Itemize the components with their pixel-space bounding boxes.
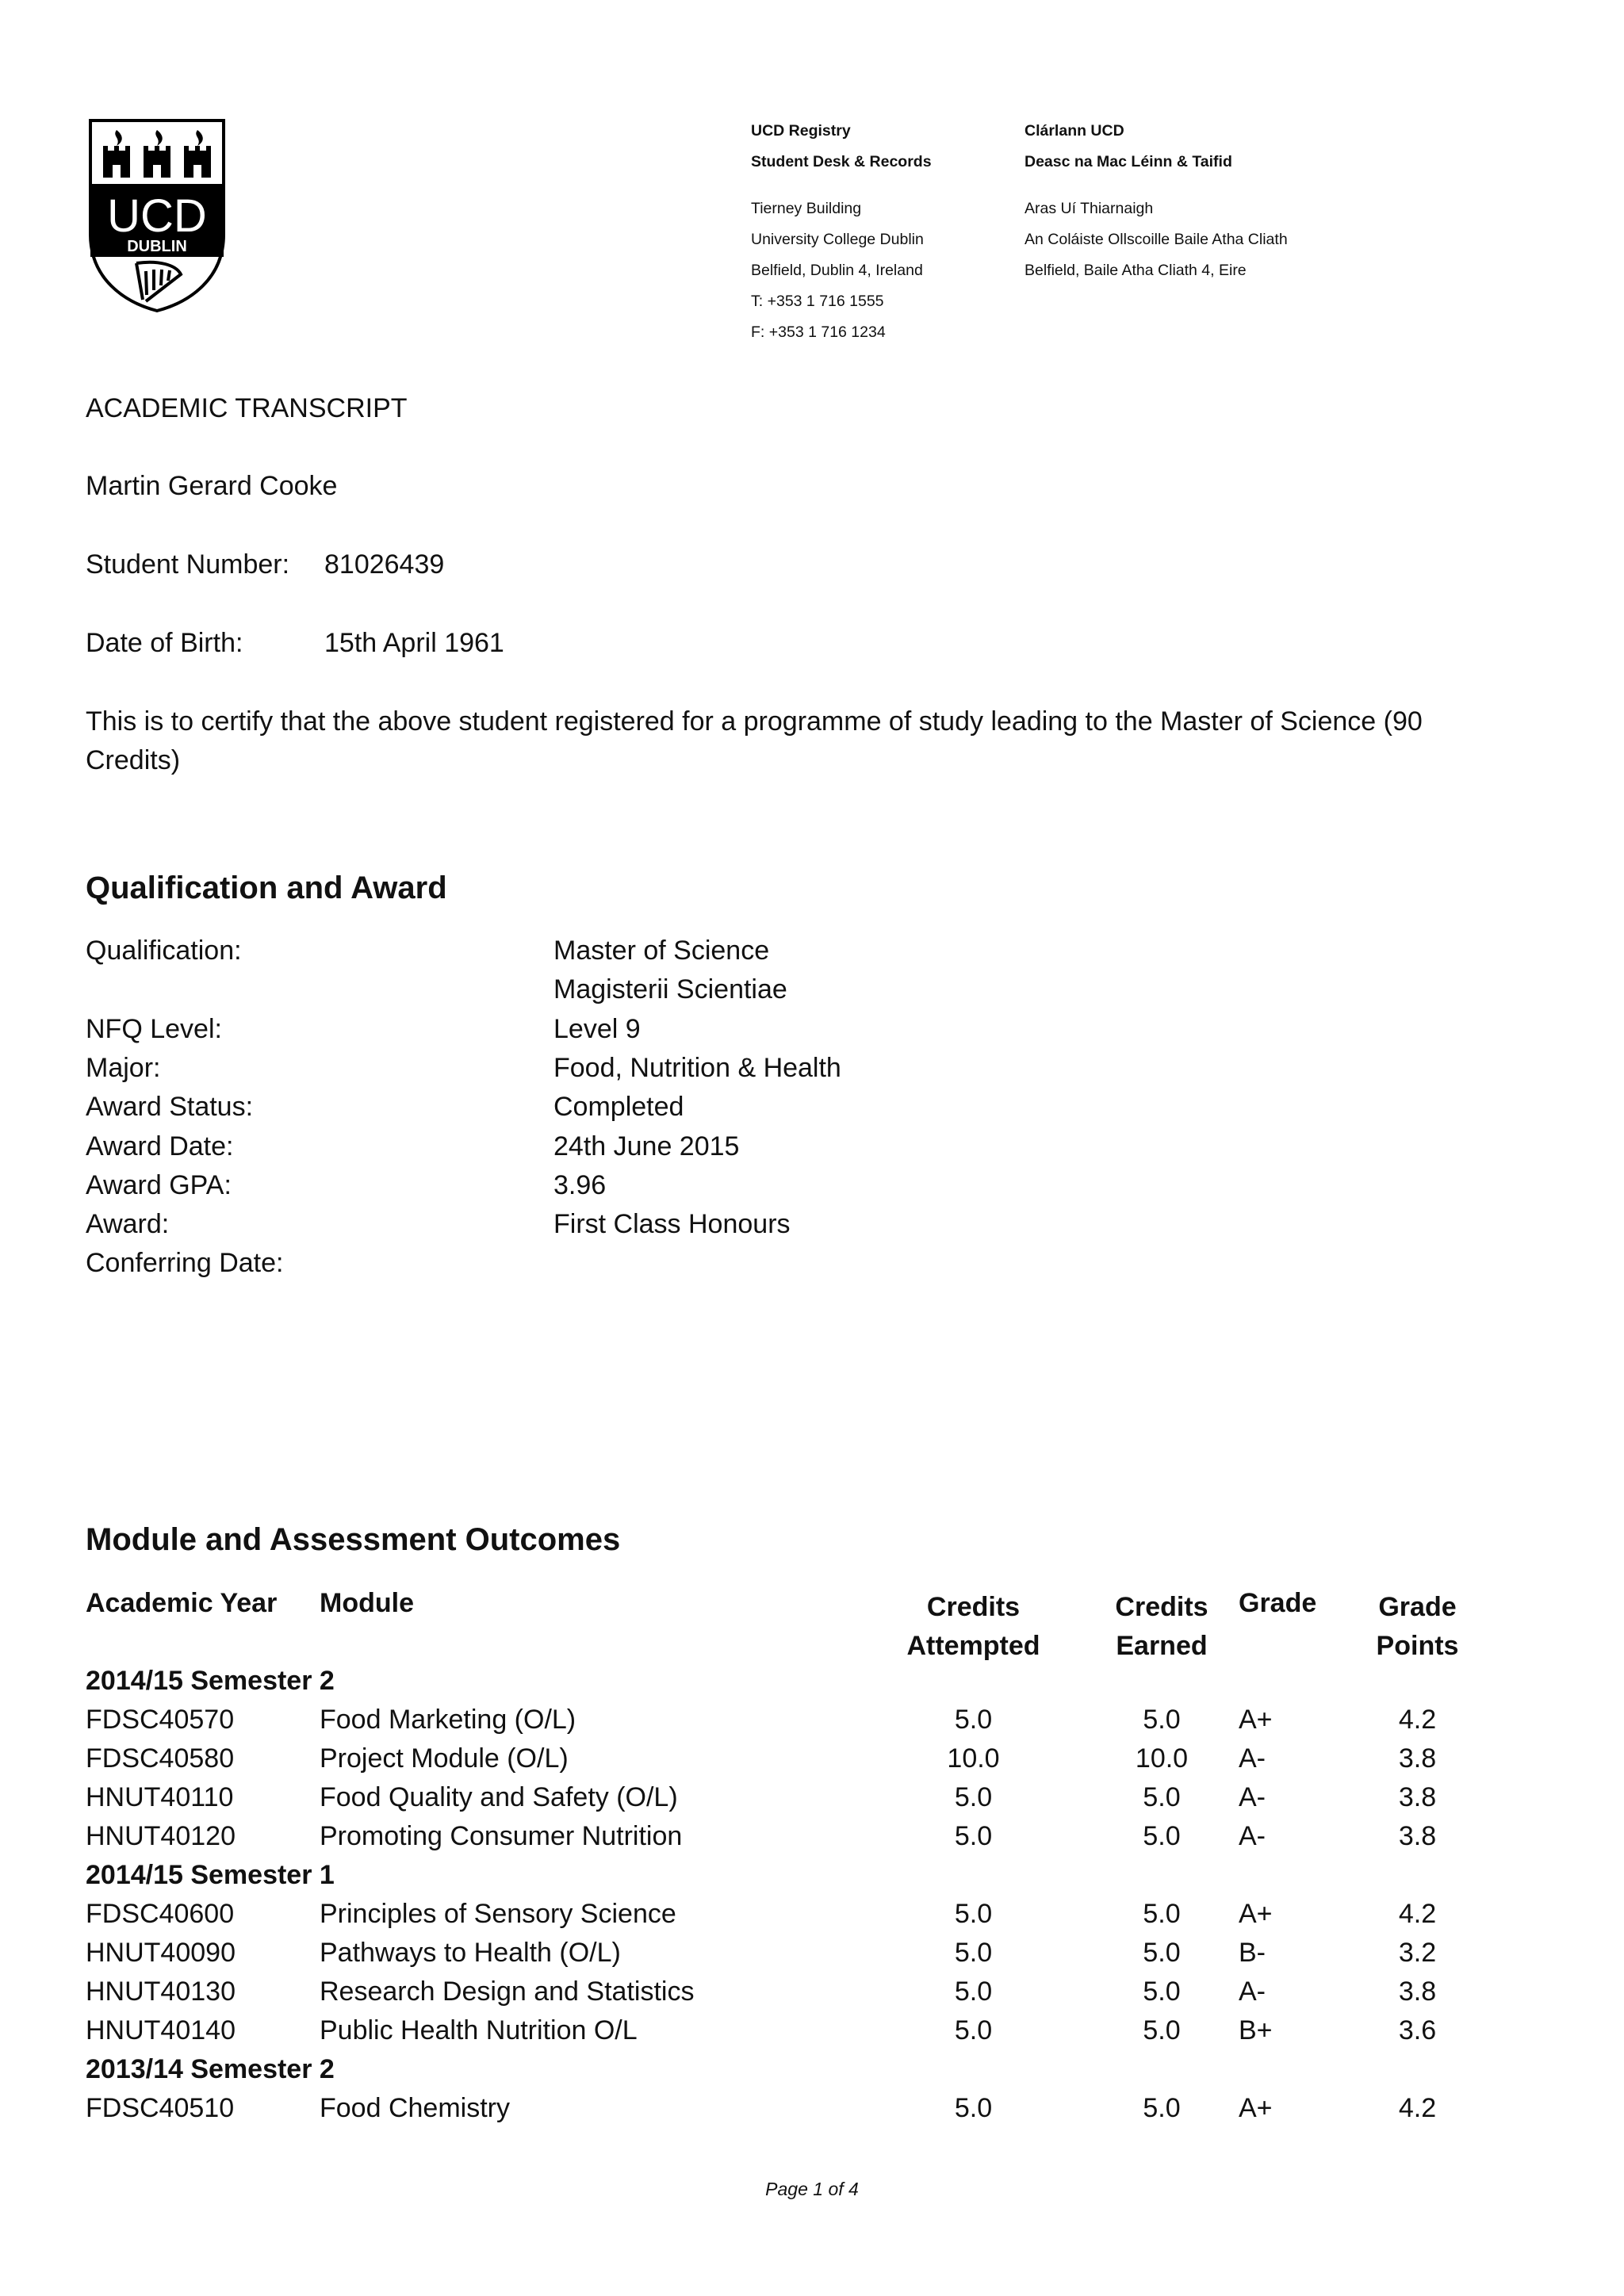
grade-points: 4.2 — [1398, 1899, 1437, 1929]
certify-text-line-1: This is to certify that the above student registered for a programme of study leading to the Master of Science (90 — [86, 706, 1423, 737]
grade-points: 3.2 — [1398, 1938, 1437, 1968]
header-en-phone: T: +353 1 716 1555 — [751, 293, 884, 310]
modules-heading: Module and Assessment Outcomes — [86, 1522, 621, 1557]
award-value: First Class Honours — [553, 1209, 791, 1239]
module-title: Project Module (O/L) — [320, 1743, 569, 1774]
header-en-address-line: Belfield, Dublin 4, Ireland — [751, 262, 923, 279]
conferring-date-label: Conferring Date: — [86, 1248, 284, 1278]
credits-attempted: 5.0 — [954, 1705, 993, 1735]
award-gpa-label: Award GPA: — [86, 1170, 232, 1200]
student-number-label: Student Number: — [86, 549, 290, 580]
grade: A- — [1239, 1821, 1266, 1851]
semester-heading: 2014/15 Semester 1 — [86, 1860, 335, 1890]
grade: A- — [1239, 1976, 1266, 2007]
grade: B+ — [1239, 2015, 1273, 2045]
document-title: ACADEMIC TRANSCRIPT — [86, 393, 408, 423]
col-header-grade-points-line-1: Grade — [1378, 1592, 1457, 1622]
credits-earned: 5.0 — [1143, 1705, 1181, 1735]
qualification-value: Master of Science — [553, 936, 770, 966]
page-number: Page 1 of 4 — [765, 2179, 859, 2199]
grade-points: 3.8 — [1398, 1743, 1437, 1774]
qualification-label: Qualification: — [86, 936, 242, 966]
grade-points: 3.8 — [1398, 1821, 1437, 1851]
module-code: FDSC40510 — [86, 2093, 235, 2123]
module-code: HNUT40110 — [86, 1782, 234, 1812]
credits-earned: 5.0 — [1143, 1938, 1181, 1968]
module-title: Promoting Consumer Nutrition — [320, 1821, 683, 1851]
award-gpa-value: 3.96 — [553, 1170, 607, 1200]
header-en-address-line: Tierney Building — [751, 200, 862, 217]
dob-label: Date of Birth: — [86, 628, 243, 658]
col-header-academic-year: Academic Year — [86, 1588, 278, 1618]
col-header-credits-attempted-line-1: Credits — [926, 1592, 1021, 1622]
grade-points: 3.8 — [1398, 1782, 1437, 1812]
header-en-title: UCD Registry — [751, 122, 851, 140]
student-number-value: 81026439 — [324, 549, 445, 580]
credits-attempted: 5.0 — [954, 1821, 993, 1851]
module-code: HNUT40090 — [86, 1938, 236, 1968]
credits-attempted: 5.0 — [954, 1938, 993, 1968]
award-label: Award: — [86, 1209, 170, 1239]
award-date-label: Award Date: — [86, 1131, 234, 1161]
credits-earned: 5.0 — [1143, 2015, 1181, 2045]
crest-name: UCD — [107, 190, 207, 242]
col-header-module: Module — [320, 1588, 414, 1618]
module-title: Pathways to Health (O/L) — [320, 1938, 621, 1968]
grade: A- — [1239, 1782, 1266, 1812]
qualification-heading: Qualification and Award — [86, 871, 447, 905]
header-ga-subtitle: Deasc na Mac Léinn & Taifid — [1025, 153, 1232, 170]
module-code: FDSC40580 — [86, 1743, 235, 1774]
nfq-level-value: Level 9 — [553, 1014, 641, 1044]
nfq-level-label: NFQ Level: — [86, 1014, 222, 1044]
header-ga-address-line: Belfield, Baile Atha Cliath 4, Eire — [1025, 262, 1247, 279]
module-title: Research Design and Statistics — [320, 1976, 695, 2007]
header-en-address-line: University College Dublin — [751, 231, 924, 248]
certify-text-line-2: Credits) — [86, 745, 181, 775]
credits-earned: 10.0 — [1135, 1743, 1189, 1774]
grade: B- — [1239, 1938, 1266, 1968]
grade-points: 4.2 — [1398, 1705, 1437, 1735]
module-row — [0, 1938, 1624, 1976]
credits-earned: 5.0 — [1143, 1782, 1181, 1812]
grade-points: 4.2 — [1398, 2093, 1437, 2123]
grade: A- — [1239, 1743, 1266, 1774]
header-en-fax: F: +353 1 716 1234 — [751, 323, 886, 341]
col-header-credits-earned — [1086, 1588, 1237, 1666]
module-code: FDSC40570 — [86, 1705, 235, 1735]
module-title: Food Chemistry — [320, 2093, 510, 2123]
grade-points: 3.6 — [1398, 2015, 1437, 2045]
credits-attempted: 10.0 — [947, 1743, 1000, 1774]
col-header-grade-points-line-2: Points — [1376, 1631, 1459, 1661]
module-code: HNUT40130 — [86, 1976, 236, 2007]
credits-attempted: 5.0 — [954, 1899, 993, 1929]
header-english — [751, 116, 932, 348]
module-row — [0, 1899, 1624, 1938]
award-status-label: Award Status: — [86, 1092, 254, 1122]
semester-heading: 2014/15 Semester 2 — [86, 1666, 335, 1696]
major-label: Major: — [86, 1053, 161, 1083]
credits-attempted: 5.0 — [954, 1782, 993, 1812]
module-code: HNUT40140 — [86, 2015, 236, 2045]
grade: A+ — [1239, 1705, 1273, 1735]
col-header-credits-earned-line-2: Earned — [1116, 1631, 1208, 1661]
grade-points: 3.8 — [1398, 1976, 1437, 2007]
module-title: Food Marketing (O/L) — [320, 1705, 576, 1735]
module-row — [0, 1821, 1624, 1860]
award-date-value: 24th June 2015 — [553, 1131, 740, 1161]
major-value: Food, Nutrition & Health — [553, 1053, 841, 1083]
module-row — [0, 1976, 1624, 2015]
module-title: Principles of Sensory Science — [320, 1899, 676, 1929]
module-row — [0, 2093, 1624, 2132]
credits-attempted: 5.0 — [954, 1976, 993, 2007]
col-header-grade: Grade — [1239, 1588, 1317, 1618]
module-code: FDSC40600 — [86, 1899, 235, 1929]
header-en-subtitle: Student Desk & Records — [751, 153, 932, 170]
credits-attempted: 5.0 — [954, 2093, 993, 2123]
credits-earned: 5.0 — [1143, 2093, 1181, 2123]
ucd-crest-logo — [87, 116, 227, 314]
credits-earned: 5.0 — [1143, 1821, 1181, 1851]
crest-subname: DUBLIN — [127, 238, 187, 255]
col-header-credits-earned-line-1: Credits — [1115, 1592, 1208, 1622]
qualification-value-latin: Magisterii Scientiae — [553, 974, 787, 1004]
dob-value: 15th April 1961 — [324, 628, 504, 658]
credits-earned: 5.0 — [1143, 1899, 1181, 1929]
credits-earned: 5.0 — [1143, 1976, 1181, 2007]
module-row — [0, 1705, 1624, 1743]
col-header-credits-attempted-line-2: Attempted — [906, 1631, 1040, 1661]
module-title: Food Quality and Safety (O/L) — [320, 1782, 678, 1812]
col-header-credits-attempted — [896, 1588, 1051, 1666]
student-name: Martin Gerard Cooke — [86, 471, 338, 501]
grade: A+ — [1239, 1899, 1273, 1929]
module-row — [0, 1743, 1624, 1782]
col-header-grade-points — [1340, 1588, 1495, 1666]
header-ga-address-line: An Coláiste Ollscoille Baile Atha Cliath — [1025, 231, 1288, 248]
award-status-value: Completed — [553, 1092, 684, 1122]
module-code: HNUT40120 — [86, 1821, 236, 1851]
module-row — [0, 1782, 1624, 1821]
credits-attempted: 5.0 — [954, 2015, 993, 2045]
semester-heading: 2013/14 Semester 2 — [86, 2054, 335, 2084]
header-ga-title: Clárlann UCD — [1025, 122, 1124, 140]
header-irish — [1025, 116, 1288, 286]
grade: A+ — [1239, 2093, 1273, 2123]
header-ga-address-line: Aras Uí Thiarnaigh — [1025, 200, 1154, 217]
module-title: Public Health Nutrition O/L — [320, 2015, 638, 2045]
module-row — [0, 2015, 1624, 2054]
